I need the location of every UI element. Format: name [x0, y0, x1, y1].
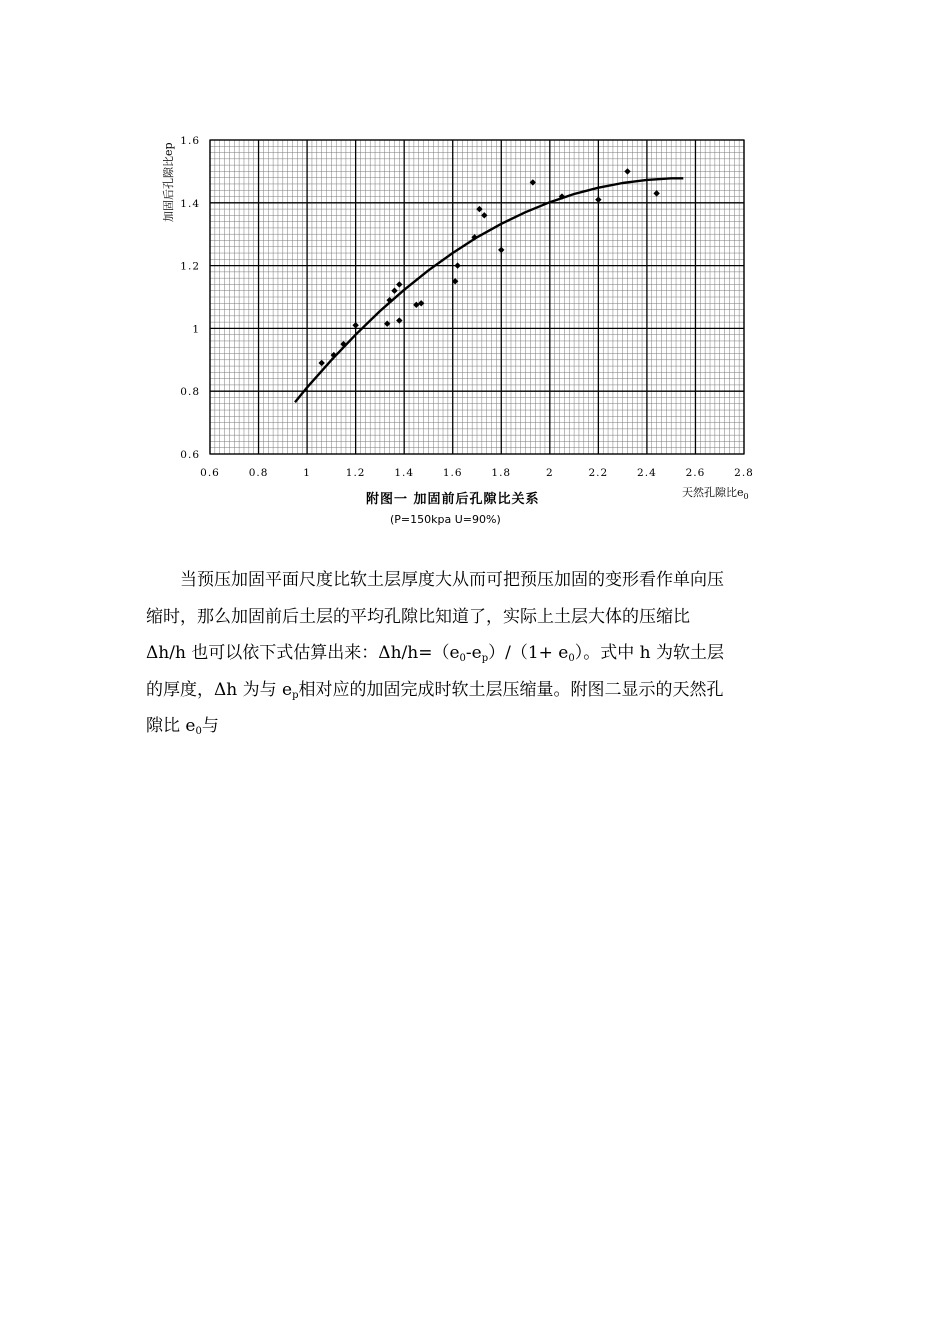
minor-grid [210, 140, 744, 454]
x-tick-label: 2 [545, 467, 554, 479]
y-tick-label: 1 [192, 323, 200, 336]
data-points-layer [318, 168, 659, 366]
paragraph-line-3: Δh/h 也可以依下式估算出来：$\Delta h/h=(e_0-e_p)/(1+ e_0)$。式中 h 为软土层 [146, 643, 725, 664]
data-point [396, 317, 402, 323]
chart-title: 附图一 加固前后孔隙比关系 [366, 492, 540, 507]
chart-subtitle: (P=150kpa U=90%) [390, 513, 501, 526]
paragraph-line-1: 当预压加固平面尺度比软土层厚度大从而可把预压加固的变形看作单向压 [180, 570, 724, 590]
data-point [454, 262, 460, 268]
data-point [624, 168, 630, 174]
x-axis-label: 天然孔隙比$e_0$ [682, 486, 749, 501]
x-tick-label: 1.4 [394, 467, 415, 479]
y-axis-label: 加固后孔隙比ep [162, 142, 175, 222]
x-tick-label: 1 [303, 467, 311, 479]
y-tick-label: 0.8 [180, 386, 200, 399]
data-point [498, 247, 504, 253]
data-point [386, 297, 392, 303]
x-tick-label: 2.2 [588, 467, 609, 479]
x-tick-labels [200, 467, 754, 479]
fit-curve-layer [295, 178, 683, 402]
data-point [396, 281, 402, 287]
data-point [391, 288, 397, 294]
data-point [595, 196, 601, 202]
data-point [318, 360, 324, 366]
x-tick-label: 0.8 [248, 467, 269, 479]
x-tick-label: 2.6 [685, 467, 706, 479]
y-tick-label: 1.4 [180, 197, 200, 210]
y-tick-label: 0.6 [180, 449, 200, 461]
paragraph-line-2: 缩时，那么加固前后土层的平均孔隙比知道了，实际上土层大体的压缩比 [146, 606, 690, 627]
paragraph-line-4: 的厚度，Δh 为与 $e_p$相对应的加固完成时软土层压缩量。附图二显示的天然孔 [146, 679, 724, 701]
x-tick-label: 1.2 [345, 467, 366, 479]
x-tick-label: 2.4 [637, 467, 657, 479]
body-paragraph [146, 562, 806, 745]
y-tick-label: 1.2 [180, 260, 200, 273]
x-tick-label: 2.8 [734, 467, 754, 479]
chart-figure [0, 0, 950, 560]
fit-curve [295, 178, 683, 402]
x-tick-label: 0.6 [200, 467, 220, 479]
x-tick-label: 1.6 [442, 467, 463, 479]
data-point [352, 322, 358, 328]
x-tick-label: 1.8 [491, 467, 512, 479]
data-point [653, 190, 659, 196]
y-tick-label: 1.6 [180, 135, 200, 147]
y-tick-labels [180, 135, 200, 461]
paragraph-line-5: 隙比 $e_0$与 [146, 716, 219, 737]
